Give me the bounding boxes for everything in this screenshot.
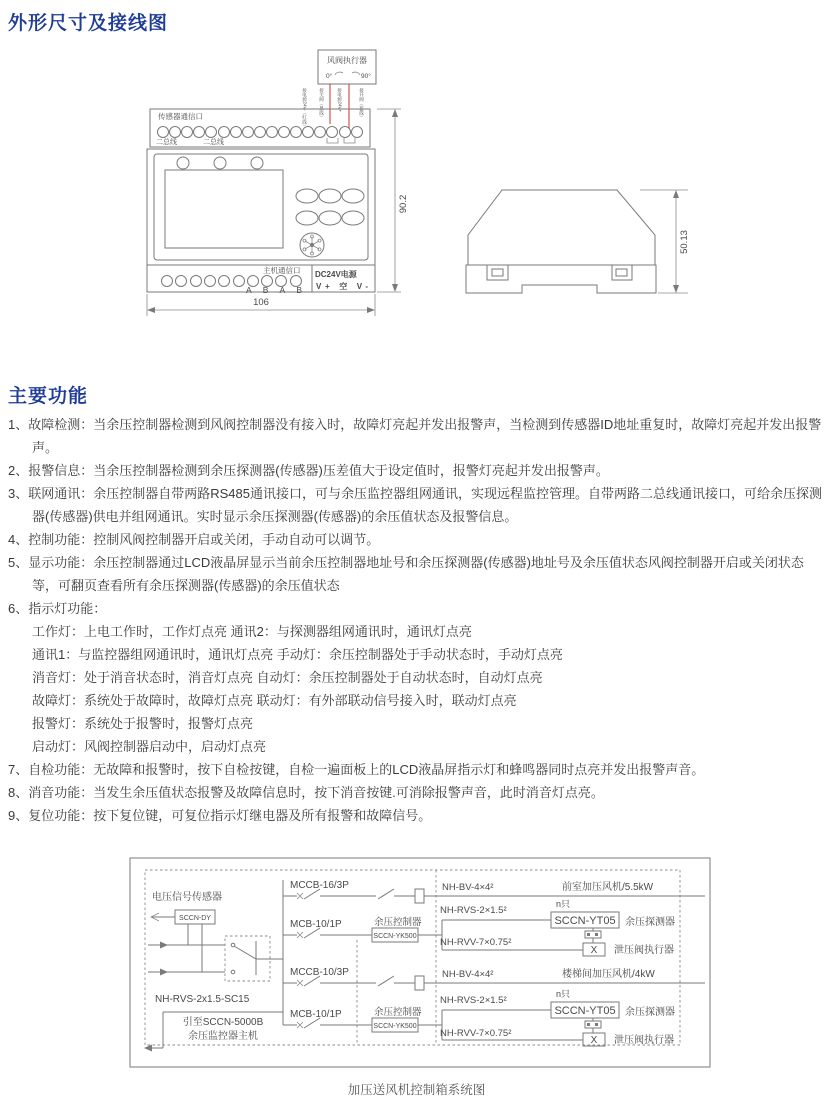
- function-item-3: 3、联网通讯：余压控制器自带两路RS485通讯接口，可与余压监控器组网通讯，实现远程监控管理。自带两路二总线通讯接口，可给余压探测器(传感器)供电并组网通讯。实时显示余压探测器(传感器)的余压值状态及报警信息。: [8, 486, 822, 524]
- function-item-8: 8、消音功能：当发生余压值状态报警及故障信息时，按下消音按键.可消除报警声音，此时消音灯点亮。: [8, 785, 604, 800]
- wire-label-2: 接关阀（黑线）: [319, 88, 325, 120]
- function-item-1: 1、故障检测：当余压控制器检测到风阀控制器没有接入时，故障灯亮起并发出报警声，当检测到传感器ID地址重复时，故障灯亮起并发出报警声。: [8, 417, 822, 455]
- feed-arrow-1-icon: [160, 942, 168, 949]
- branch1-breaker-label: MCCB-16/3P: [290, 880, 349, 891]
- wire-label-1: 接电源24V-（红线）: [302, 88, 308, 129]
- function-item-9: 9、复位功能：按下复位键，可复位指示灯继电器及所有报警和故障信号。: [8, 808, 432, 823]
- actuator-title: 风阀执行器: [327, 56, 367, 65]
- monitor-link-line1: 引至SCCN-5000B: [182, 1017, 264, 1028]
- indicator-line-6: 启动灯：风阀控制器启动中，启动灯点亮: [32, 739, 267, 754]
- indicator-line-5: 报警灯：系统处于报警时，报警灯点亮: [32, 716, 254, 731]
- branch2-valve-mark: X: [590, 945, 598, 956]
- branch4-det-qty: n只: [556, 989, 571, 999]
- branch4-det-model: SCCN-YT05: [554, 1005, 616, 1017]
- function-item-5: 5、显示功能：余压控制器通过LCD液晶屏显示当前余压控制器地址号和余压探测器(传感器)地址号及余压值状态风阀控制器开启或关闭状态等，可翻页查看所有余压探测器(传感器)的余压值状态: [8, 555, 804, 593]
- section-title-dimensions: 外形尺寸及接线图: [8, 13, 169, 34]
- monitor-riser-group: [144, 994, 283, 1052]
- dim-width-value: 106: [253, 297, 269, 308]
- function-item-6: 6、指示灯功能：: [8, 601, 107, 616]
- dimension-depth: [640, 190, 690, 293]
- power-terminal-labels: V+ 空 V-: [316, 282, 368, 291]
- power-title: DC24V电源: [315, 270, 357, 279]
- branch2-controller-label: 余压控制器: [374, 917, 422, 928]
- wire-label-4: 接开阀（蓝线）: [359, 88, 365, 120]
- branch4-valve-cable: NH-RVV-7×0.75²: [440, 1028, 512, 1039]
- function-item-2: 2、报警信息：当余压控制器检测到余压探测器(传感器)压差值大于设定值时，报警灯亮起并发出报警声。: [8, 463, 609, 478]
- branch1-group: [283, 880, 705, 903]
- thermal-relay-icon: [415, 889, 424, 903]
- branch3-breaker-label: MCCB-10/3P: [290, 967, 349, 978]
- monitor-link-line2: 余压监控器主机: [188, 1031, 258, 1042]
- dim-height-value: 90.2: [398, 194, 409, 214]
- damper-actuator-box: [318, 50, 376, 84]
- buzzer-icon: [300, 233, 324, 257]
- branch2-valve-label: 泄压阀执行器: [614, 945, 674, 956]
- indicator-line-1: 工作灯：上电工作时，工作灯点亮 通讯2：与探测器组网通讯时，通讯灯点亮: [32, 624, 472, 639]
- indicator-line-4: 故障灯：系统处于故障时，故障灯点亮 联动灯：有外部联动信号接入时，联动灯点亮: [32, 693, 517, 708]
- voltage-sensor-model: SCCN-DY: [179, 915, 211, 922]
- branch3-group: [283, 967, 705, 990]
- rotation-arc-right-icon: [352, 72, 360, 75]
- terminal-bracket-icon: [327, 138, 355, 143]
- indicator-line-2: 通讯1：与监控器组网通讯时，通讯灯点亮 手动灯：余压控制器处于手动状态时，手动灯点亮: [32, 647, 563, 662]
- breaker-cross-icon: [297, 932, 303, 938]
- dim-depth-value: 50.13: [679, 230, 690, 254]
- branch2-breaker-label: MCB-10/1P: [290, 919, 342, 930]
- indicator-leds: [177, 157, 263, 169]
- actuator-angle-90: 90°: [361, 73, 371, 80]
- branch4-valve-mark: X: [590, 1035, 598, 1046]
- dimension-wiring-drawing: [0, 42, 833, 360]
- branch2-det-cable: NH-RVS-2×1.5²: [440, 905, 507, 916]
- controller-side-view: [466, 190, 690, 293]
- thermal-relay-icon: [415, 976, 424, 990]
- branch2-det-label: 余压探测器: [625, 917, 675, 928]
- power-feed-group: [148, 936, 283, 981]
- riser-out-arrow-icon: [144, 1045, 152, 1052]
- actuator-wire-labels: [302, 87, 365, 129]
- voltage-sensor-label: 电压信号传感器: [152, 892, 222, 903]
- dimension-height: [377, 109, 409, 292]
- breaker-cross-icon: [297, 893, 303, 899]
- branch3-load-label: 楼梯间加压风机/4kW: [562, 969, 655, 980]
- branch4-det-label: 余压探测器: [625, 1007, 675, 1018]
- branch3-cable-label: NH-BV-4×4²: [442, 969, 494, 980]
- bus-label-2: 二总线: [203, 139, 224, 146]
- sensor-terminals: [158, 127, 363, 138]
- actuator-angle-0: 0°: [326, 73, 333, 80]
- feed-arrow-2-icon: [160, 969, 168, 976]
- bus-label-1: 二总线: [156, 139, 177, 146]
- branch2-det-model: SCCN-YT05: [554, 915, 616, 927]
- wire-label-3: 接电源24V+: [337, 88, 343, 113]
- diagram-caption: 加压送风机控制箱系统图: [347, 1083, 486, 1097]
- function-item-7: 7、自检功能：无故障和报警时，按下自检按键，自检一遍面板上的LCD液晶屏指示灯和蜂鸣器同时点亮并发出报警声音。: [8, 762, 705, 777]
- branch1-cable-label: NH-BV-4×4²: [442, 882, 494, 893]
- branch1-load-label: 前室加压风机/5.5kW: [562, 882, 654, 893]
- branch4-controller-label: 余压控制器: [374, 1007, 422, 1018]
- branch4-group: [283, 989, 675, 1046]
- branch4-breaker-label: MCB-10/1P: [290, 1009, 342, 1020]
- branch2-controller-model: SCCN-YK500: [373, 933, 417, 940]
- branch4-valve-label: 泄压阀执行器: [614, 1035, 674, 1046]
- branch2-group: [283, 899, 675, 956]
- function-item-4: 4、控制功能：控制风阀控制器开启或关闭，手动自动可以调节。: [8, 532, 380, 547]
- branch4-det-cable: NH-RVS-2×1.5²: [440, 995, 507, 1006]
- panel-buttons: [296, 189, 364, 225]
- host-port-label: 主机通信口: [263, 266, 301, 275]
- rotation-arc-left-icon: [335, 72, 343, 75]
- section-title-functions: 主要功能: [8, 386, 89, 407]
- lcd-screen: [165, 170, 283, 248]
- breaker-cross-icon: [297, 980, 303, 986]
- riser-cable-label: NH-RVS-2x1.5-SC15: [155, 994, 250, 1005]
- functions-list: [8, 413, 826, 827]
- branch2-valve-cable: NH-RVV-7×0.75²: [440, 937, 512, 948]
- dimension-width: [147, 294, 375, 316]
- branch4-controller-model: SCCN-YK500: [373, 1023, 417, 1030]
- breaker-cross-icon: [297, 1022, 303, 1028]
- sensor-port-label: 传感器通信口: [158, 112, 203, 121]
- branch2-det-qty: n只: [556, 899, 571, 909]
- system-diagram: [120, 848, 720, 1088]
- indicator-line-3: 消音灯：处于消音状态时，消音灯点亮 自动灯：余压控制器处于自动状态时，自动灯点亮: [32, 670, 543, 685]
- voltage-sensor-group: [151, 890, 222, 972]
- controller-front-view: [147, 109, 409, 316]
- host-terminal-letters: A B A B: [246, 285, 302, 295]
